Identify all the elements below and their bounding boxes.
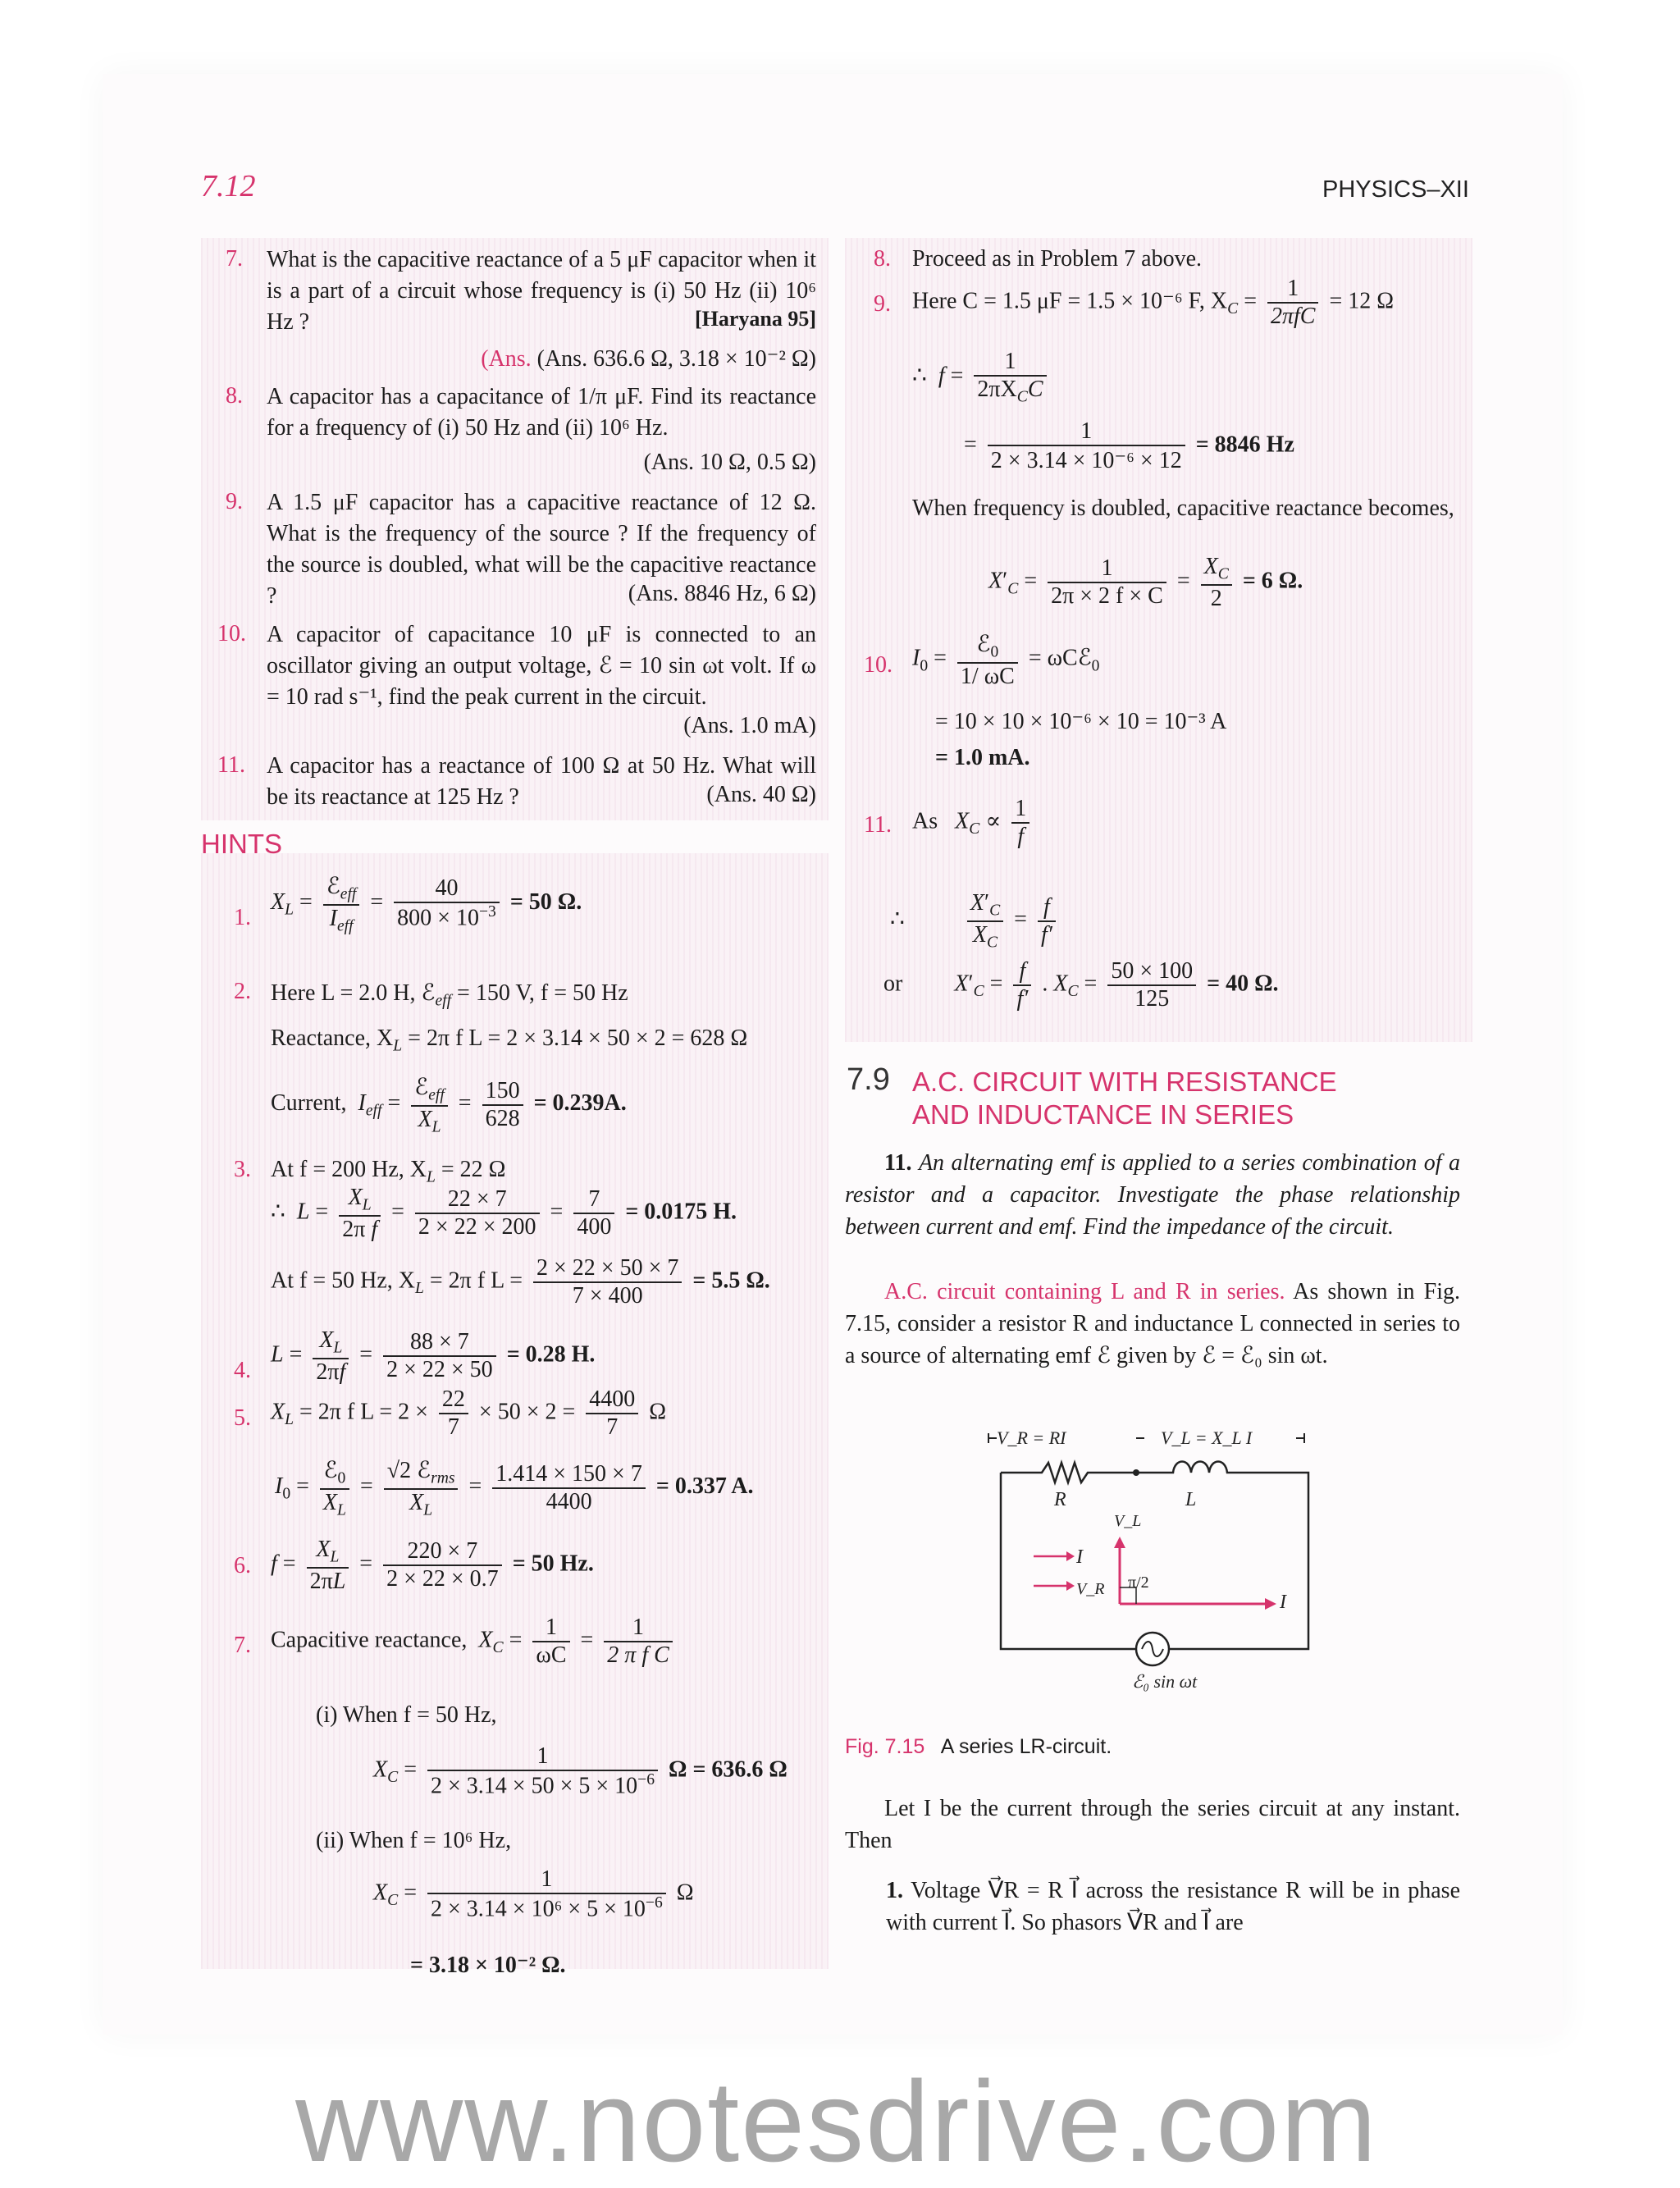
hint-number: 9. (874, 291, 891, 317)
figure-caption: Fig. 7.15 A series LR-circuit. (845, 1735, 1112, 1758)
hint-case-ii: (ii) When f = 10⁶ Hz, (316, 1828, 512, 1853)
hint-case-ii-final: = 3.18 × 10⁻² Ω. (410, 1953, 566, 1978)
hint-number: 3. (234, 1157, 251, 1182)
inductor-wire (1157, 1462, 1308, 1650)
hint-number: 10. (864, 652, 892, 678)
i-vector-label: I (1280, 1592, 1286, 1613)
hint-case-i: (i) When f = 50 Hz, (316, 1702, 497, 1728)
hint-current: Current, $I_{eff}$ = $\frac{ℰ_{eff}}{X_L}$ = $\frac{150}{628}$ = 0.239A. (271, 1075, 627, 1136)
section-question: 11. An alternating emf is applied to a series combination of a resistor and a capacitor. Investigate the phase relationship between current and emf. Find the impedance of the circuit. (845, 1150, 1461, 1240)
section-number: 7.9 (847, 1062, 890, 1097)
hint-number: 7. (234, 1633, 251, 1658)
hint-number: 2. (234, 979, 251, 1004)
current-label: I (1076, 1546, 1083, 1568)
hint-current: $I_0$ = $\frac{ℰ_0}{1/ \omega C}$ = ωCℰ$_0$ (912, 632, 1100, 689)
problem-text: A capacitor of capacitance 10 μF is connected to an oscillator giving an output voltage, ℰ = 10 sin ωt volt. If ω = 10 rad s⁻¹, find the peak current in the circuit. (267, 622, 816, 710)
hint-number: 5. (234, 1405, 251, 1431)
problem-text: What is the capacitive reactance of a 5 μF capacitor when it is a part of a circuit whose frequency is (i) 50 Hz (ii) 10⁶ Hz ? (267, 247, 816, 335)
problem-answer: (Ans. 8846 Hz, 6 Ω) (628, 581, 816, 606)
hint-current-result: = 1.0 mA. (935, 745, 1030, 770)
hint-current-calc: = 10 × 10 × 10⁻⁶ × 10 = 10⁻³ A (935, 709, 1227, 734)
hint-reactance: $X_L = 2\pi$ f L = 2 × $\frac{22}{7}$ × 50 × 2 = $\frac{4400}{7}$ Ω (271, 1386, 667, 1440)
hint-paragraph: When frequency is doubled, capacitive reactance becomes, (912, 496, 1454, 521)
page-number: 7.12 (201, 169, 256, 203)
hint-reactance: At f = 50 Hz, $X_L = 2\pi$ f L = $\frac{2 \times 22 \times 50 \times 7}{7 \times 400}$ = 5.5 Ω. (271, 1255, 770, 1309)
hint-frequency: ∴ f = $\frac{1}{2\pi X_CC}$ (912, 349, 1052, 407)
hint-reactance: Reactance, $X_L = 2\pi$ f L = 2 × 3.14 × 50 × 2 = 628 Ω (271, 1025, 748, 1055)
resistor-label: R (1054, 1489, 1066, 1510)
hint-current: $I_0$ = $\frac{ℰ_0}{X_L}$ = $\frac{√2 ℰ_{rms}}{X_L}$ = $\frac{1.414 \times 150 \times 7}{4400}$ = 0.337 A. (275, 1458, 754, 1519)
hint-number: 6. (234, 1553, 251, 1578)
problem-text: A capacitor has a capacitance of 1/π μF. Find its reactance for a frequency of (i) 50 Hz and (ii) 10⁶ Hz. (267, 384, 816, 441)
lr-circuit-figure (984, 1423, 1329, 1719)
hint-frequency-value: = $\frac{1}{\text{2 × 3.14 × 10⁻⁶ × 12}}$ = 8846 Hz (964, 418, 1294, 473)
problem-number: 8. (226, 383, 243, 409)
hint-equation: f = $\frac{X_L}{2\pi L}$ = $\frac{220 \times 7}{2 \times 22 \times 0.7}$ = 50 Hz. (271, 1537, 594, 1594)
running-head: PHYSICS–XII (1322, 176, 1469, 203)
problem-text: A capacitor has a reactance of 100 Ω at 50 Hz. What will be its reactance at 125 Hz ? (267, 753, 816, 810)
hint-equation: L = $\frac{X_L}{2\pi f}$ = $\frac{88 \times 7}{2 \times 22 \times 50}$ = 0.28 H. (271, 1327, 596, 1385)
hint-number: 8. (874, 246, 891, 272)
vr-small-label: V_R (1076, 1580, 1105, 1598)
angle-label: π/2 (1128, 1574, 1149, 1592)
hint-text: Proceed as in Problem 7 above. (912, 246, 1203, 272)
hint-given: At f = 200 Hz, $X_L = 22$ Ω (271, 1157, 506, 1186)
section-list-item-1: 1. Voltage V⃗R = R I⃗ across the resistance R will be in phase with current I⃗. So phasors V⃗R and I⃗ are (886, 1878, 1460, 1935)
left-wire (1001, 1473, 1136, 1649)
problem-source: [Haryana 95] (694, 307, 816, 331)
section-paragraph-1: A.C. circuit containing L and R in series. As shown in Fig. 7.15, consider a resistor R and inductance L connected in series to a source of alternating emf ℰ given by ℰ = ℰ₀ sin ωt. (845, 1279, 1460, 1368)
hint-given: Here L = 2.0 H, ℰ$_{eff}$ = 150 V, f = 50 Hz (271, 980, 628, 1010)
problem-answer: (Ans. 10 Ω, 0.5 Ω) (643, 450, 816, 475)
source-label: ℰ₀ sin ωt (1132, 1671, 1198, 1692)
hint-number: 1. (234, 905, 251, 930)
hint-number: 4. (234, 1358, 251, 1383)
problem-number: 10. (217, 621, 246, 646)
vl-label: V_L = X_L I (1161, 1427, 1253, 1448)
problem-answer: (Ans. 40 Ω) (706, 782, 816, 807)
hint-proportion: As $X_C$ ∝ $\frac{1}{f}$ (912, 796, 1034, 850)
hint-result: or $X'_C$ = $\frac{f}{f'}$ . $X_C$ = $\frac{50 \times 100}{125}$ = 40 Ω. (883, 958, 1279, 1012)
problem-number: 7. (226, 246, 243, 272)
problem-answer: (Ans. (Ans. 636.6 Ω, 3.18 × 10⁻² Ω) (481, 346, 816, 372)
problem-text: A 1.5 μF capacitor has a capacitive reactance of 12 Ω. What is the frequency of the source ? If the frequency of the source is doubled, what will be the capacitive reactance ? (267, 490, 816, 609)
hint-number: 11. (864, 812, 892, 838)
hint-inductance: ∴ L = $\frac{X_L}{\text{2π f}}$ = $\frac{22 \times 7}{2 \times 22 \times 200}$ = $\frac{7}{400}$ = 0.0175 H. (271, 1185, 737, 1242)
vl-vector-label: V_L (1114, 1512, 1142, 1530)
hint-formula: Capacitive reactance, $X_C$ = $\frac{1}{\omega C}$ = $\frac{1}{\text{2 π f C}}$ (271, 1615, 678, 1669)
hint-doubled: $X'_C$ = $\frac{1}{2\pi \times 2 f \times C}$ = $\frac{X_C}{2}$ = 6 Ω. (988, 554, 1303, 611)
problem-number: 9. (226, 489, 243, 514)
hint-ratio: ∴ $\frac{X'_C}{X_C}$ = $\frac{f}{f'}$ (890, 890, 1061, 952)
junction-dot (1133, 1469, 1139, 1476)
watermark: www.notesdrive.com (295, 2057, 1378, 2186)
hint-case-ii-result: $X_C$ = $\frac{1}{2 \times 3.14 \times 10^6 \times 5 \times 10^{-6}}$ Ω (373, 1866, 694, 1922)
hint-case-i-result: $X_C$ = $\frac{1}{2 \times 3.14 \times 50 \times 5 \times 10^{-6}}$ Ω = 636.6 Ω (373, 1743, 788, 1799)
section-title-line2: AND INDUCTANCE IN SERIES (912, 1099, 1294, 1130)
hints-heading: HINTS (201, 829, 282, 859)
section-title-line1: A.C. CIRCUIT WITH RESISTANCE (912, 1067, 1337, 1097)
section-paragraph-2: Let I be the current through the series circuit at any instant. Then (845, 1796, 1460, 1853)
vr-label: V_R = RI (997, 1427, 1066, 1448)
inductor-label: L (1185, 1489, 1197, 1510)
problem-number: 11. (217, 752, 245, 778)
problem-answer: (Ans. 1.0 mA) (683, 713, 816, 738)
hint-given: Here C = 1.5 μF = 1.5 × 10⁻⁶ F, $X_C$ = $\frac{1}{\text{2πfC}}$ = 12 Ω (912, 276, 1395, 329)
hint-equation: $X_L$ = $\frac{ℰ_{eff}}{I_{eff}}$ = $\frac{40}{800 \times 10^{-3}}$ = 50 Ω. (271, 874, 582, 935)
